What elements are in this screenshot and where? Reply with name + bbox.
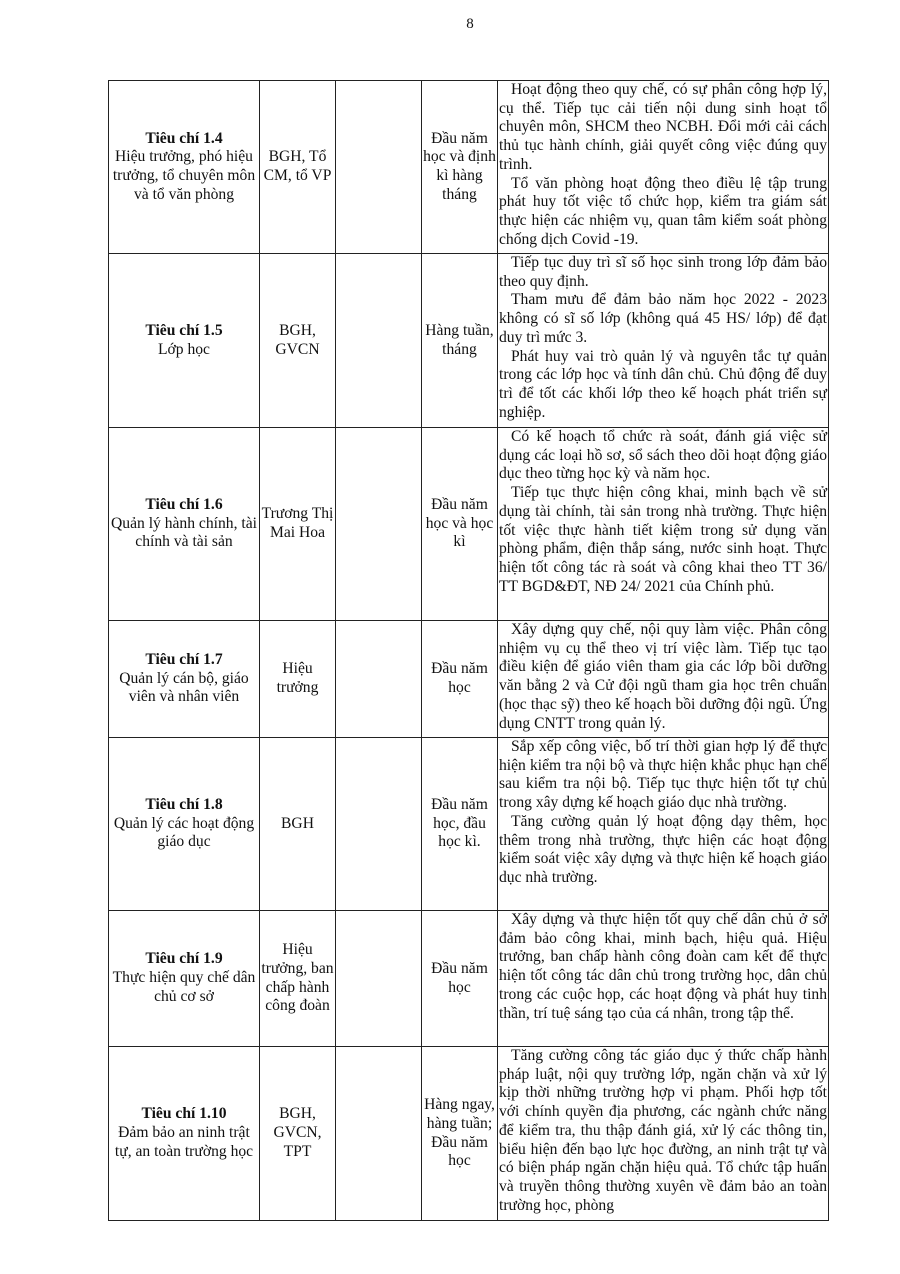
content-paragraph: Tổ văn phòng hoạt động theo điều lệ tập trung phát huy tốt việc tổ chức họp, kiểm tra giám sát thực hiện các nhiệm vụ, quan tâm kiểm soát phòng chống dịch Covid -19. xyxy=(499,174,827,248)
criterion-cell xyxy=(109,738,260,911)
criterion-name: Lớp học xyxy=(158,340,210,358)
content-cell xyxy=(498,254,829,428)
content-cell xyxy=(498,1047,829,1221)
table-row xyxy=(109,621,829,738)
content-paragraph: Hoạt động theo quy chế, có sự phân công hợp lý, cụ thể. Tiếp tục cải tiến nội dung sinh hoạt tổ chuyên môn, SHCM theo NCBH. Đổi mới cải cách thủ tục hành chính, giải quyết công việc đúng quy trình. xyxy=(499,81,827,173)
table-row xyxy=(109,738,829,911)
time-cell: Hàng ngay, hàng tuần; Đầu năm học xyxy=(422,1047,498,1221)
responsible-cell: BGH, GVCN xyxy=(260,254,336,428)
table-row xyxy=(109,428,829,621)
criterion-label: Tiêu chí 1.6 xyxy=(145,495,223,513)
empty-cell xyxy=(336,428,422,621)
time-cell: Đầu năm học, đầu học kì. xyxy=(422,738,498,911)
criterion-cell xyxy=(109,621,260,738)
criteria-table xyxy=(108,80,829,1221)
criterion-label: Tiêu chí 1.4 xyxy=(145,129,223,147)
time-cell: Đầu năm học xyxy=(422,621,498,738)
empty-cell xyxy=(336,1047,422,1221)
criterion-label: Tiêu chí 1.10 xyxy=(141,1105,227,1123)
criterion-name: Quản lý các hoạt động giáo dục xyxy=(113,814,255,851)
responsible-cell: BGH, GVCN, TPT xyxy=(260,1047,336,1221)
criterion-cell xyxy=(109,1047,260,1221)
content-paragraph: Tiếp tục duy trì sĩ số học sinh trong lớp đảm bảo theo quy định. xyxy=(499,254,827,290)
table-row xyxy=(109,1047,829,1221)
content-cell xyxy=(498,621,829,738)
content-cell xyxy=(498,428,829,621)
content-paragraph: Xây dựng quy chế, nội quy làm việc. Phân công nhiệm vụ cụ thể theo vị trí việc làm. Tiếp tục tạo điều kiện để giáo viên tham gia các lớp bồi dưỡng văn bằng 2 và Cử đội ngũ tham gia học trên chuẩn (học thạc sỹ) theo kế hoạch bồi dưỡng đội ngũ. Ứng dụng CNTT trong quản lý. xyxy=(499,621,827,732)
table-row xyxy=(109,254,829,428)
content-paragraph: Tăng cường quản lý hoạt động dạy thêm, học thêm trong nhà trường, thực hiện các hoạt động kiểm soát việc xây dựng và thực hiện kế hoạch giáo dục nhà trường. xyxy=(499,812,827,886)
table-row xyxy=(109,81,829,254)
criterion-name: Thực hiện quy chế dân chủ cơ sở xyxy=(112,969,256,1005)
responsible-cell: BGH xyxy=(260,738,336,911)
time-cell: Đầu năm học xyxy=(422,911,498,1047)
criterion-label: Tiêu chí 1.7 xyxy=(145,650,223,668)
empty-cell xyxy=(336,621,422,738)
criterion-name: Quản lý hành chính, tài chính và tài sản xyxy=(111,514,257,551)
content-paragraph: Phát huy vai trò quản lý và nguyên tắc tự quản trong các lớp học và tính dân chủ. Chủ động để duy trì để tốt các khối lớp theo kế hoạch phát triển sự nghiệp. xyxy=(499,347,827,421)
time-cell: Đầu năm học và học kì xyxy=(422,428,498,621)
content-cell xyxy=(498,738,829,911)
time-cell: Đầu năm học và định kì hàng tháng xyxy=(422,81,498,254)
empty-cell xyxy=(336,911,422,1047)
criterion-name: Quản lý cán bộ, giáo viên và nhân viên xyxy=(119,669,249,706)
criterion-label: Tiêu chí 1.9 xyxy=(145,950,223,968)
content-paragraph: Tham mưu để đảm bảo năm học 2022 - 2023 không có sĩ số lớp (không quá 45 HS/ lớp) để đạt duy trì mức 3. xyxy=(499,291,827,346)
time-cell: Hàng tuần, tháng xyxy=(422,254,498,428)
empty-cell xyxy=(336,254,422,428)
criterion-name: Đảm bảo an ninh trật tự, an toàn trường học xyxy=(114,1124,254,1160)
criterion-label: Tiêu chí 1.5 xyxy=(145,321,223,339)
page-number: 8 xyxy=(466,16,474,32)
criterion-cell xyxy=(109,911,260,1047)
content-paragraph: Có kế hoạch tổ chức rà soát, đánh giá việc sử dụng các loại hồ sơ, sổ sách theo dõi hoạt động giáo dục theo từng học kỳ và năm học. xyxy=(499,428,827,483)
empty-cell xyxy=(336,81,422,254)
content-paragraph: Tiếp tục thực hiện công khai, minh bạch về sử dụng tài chính, tài sản trong nhà trường. Thực hiện tốt việc thực hành tiết kiệm trong sử dụng văn phòng phẩm, điện thắp sáng, nước sinh hoạt. Thực hiện tốt công tác rà soát và công khai theo TT 36/ TT BGD&ĐT, NĐ 24/ 2021 của Chính phủ. xyxy=(499,484,827,595)
criterion-cell xyxy=(109,81,260,254)
criterion-cell xyxy=(109,428,260,621)
content-cell xyxy=(498,81,829,254)
content-cell xyxy=(498,911,829,1047)
criterion-cell xyxy=(109,254,260,428)
table-row xyxy=(109,911,829,1047)
content-paragraph: Tăng cường công tác giáo dục ý thức chấp hành pháp luật, nội quy trường lớp, ngăn chặn và xử lý kịp thời những trường hợp vi phạm. Phối hợp tốt với chính quyền địa phương, các ngành chức năng để kiểm tra, thu thập đánh giá, xử lý các thông tin, biểu hiện đến bạo lực học đường, an ninh trật tự và có biện pháp ngăn chặn hiệu quả. Tổ chức tập huấn và truyền thông thường xuyên về đảm bảo an toàn trường học, phòng xyxy=(499,1047,827,1214)
responsible-cell: Trương Thị Mai Hoa xyxy=(260,428,336,621)
responsible-cell: Hiệu trưởng, ban chấp hành công đoàn xyxy=(260,911,336,1047)
content-paragraph: Xây dựng và thực hiện tốt quy chế dân chủ ở sở đảm bảo công khai, minh bạch, hiệu quả. Hiệu trưởng, ban chấp hành công đoàn cam kết để thực hiện tốt công tác dân chủ trong trường học, dân chủ trong các cuộc họp, các hoạt động và phát huy tinh thần, trí tuệ sáng tạo của cá nhân, trong tập thể. xyxy=(499,911,827,1022)
criterion-name: Hiệu trưởng, phó hiệu trưởng, tổ chuyên môn và tổ văn phòng xyxy=(112,148,256,203)
content-paragraph: Sắp xếp công việc, bố trí thời gian hợp lý để thực hiện kiểm tra nội bộ và thực hiện khắc phục hạn chế sau kiểm tra nội bộ. Tiếp tục thực hiện tốt tự chủ trong xây dựng kế hoạch giáo dục nhà trường. xyxy=(499,738,827,812)
empty-cell xyxy=(336,738,422,911)
criterion-label: Tiêu chí 1.8 xyxy=(145,795,223,813)
responsible-cell: Hiệu trưởng xyxy=(260,621,336,738)
responsible-cell: BGH, Tổ CM, tổ VP xyxy=(260,81,336,254)
